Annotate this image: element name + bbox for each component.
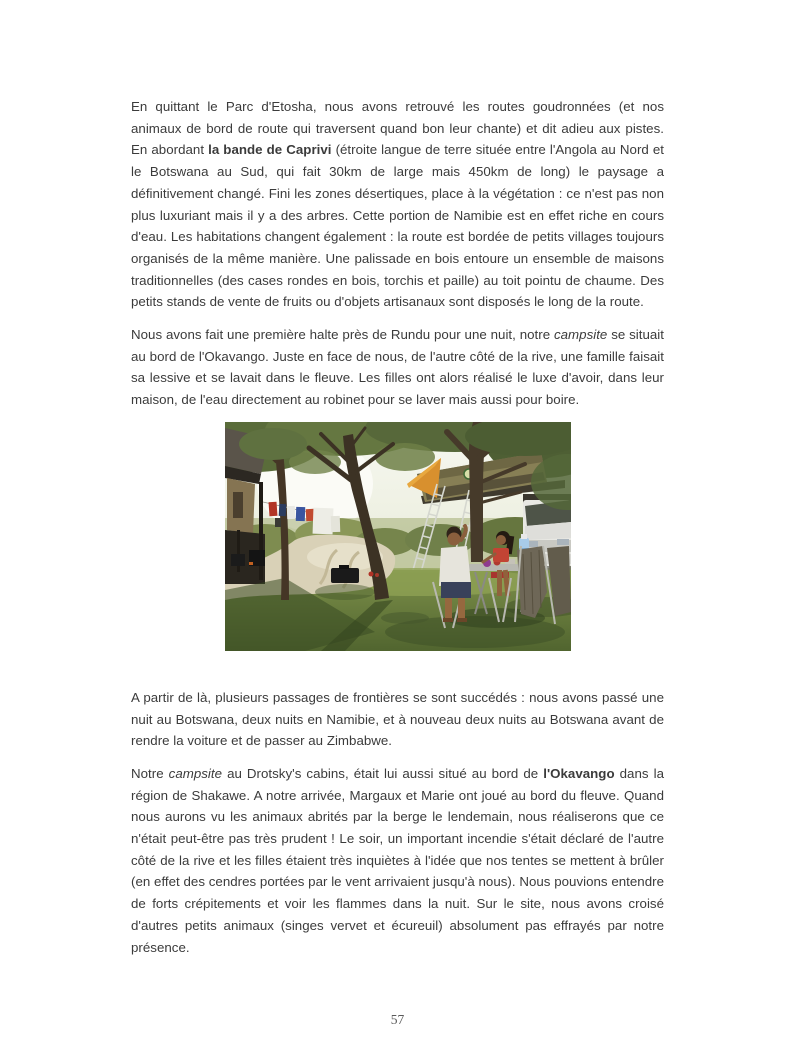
text-block: [131, 96, 664, 969]
text-run: se situait au bord de l'Okavango. Juste en face de nous, de l'autre côté de la rive, une famille faisait sa lessive et se lavait dans le fleuve. Les filles ont alors réalisé le luxe d'avoir, dans leur maison, de l'eau directement au robinet pour se laver mais aussi pour boire.: [131, 327, 664, 408]
paragraph-drotsky: [131, 763, 664, 958]
campsite-photo-illustration: [225, 422, 571, 651]
text-run: A partir de là, plusieurs passages de frontières se sont succédés : nous avons passé une nuit au Botswana, deux nuits en Namibie, et à nouveau deux nuits au Botswana avant de rendre la voiture et de passer au Zimbabwe.: [131, 689, 664, 749]
text-run: En quittant le Parc d'Etosha, nous avons retrouvé les routes goudronnées (et nos animaux de bord de route qui traversent quand bon leur chante) et dit adieu aux pistes. En abordant: [131, 99, 664, 158]
text-run: Nous avons fait une première halte près de Rundu pour une nuit, notre: [131, 327, 554, 343]
campsite-photo: [225, 422, 571, 651]
text-run: dans la région de Shakawe. A notre arrivée, Margaux et Marie ont joué au bord du fleuve. Quand nous aurons vu les animaux abrités par la berge le lendemain, nous réaliserons que ce n'était peut-être pas très prudent ! Le soir, un important incendie s'était déclaré de l'autre côté de la rive et les filles étaient très inquiètes à l'idée que nos tentes se mettent à brûler (en effet des cendres portées par le vent arrivaient jusqu'à nous). Nous pouvions entendre de forts crépitements et voir les flammes dans la nuit. Sur le site, nous avons croisé d'autres petits animaux (singes vervet et écureuil) absolument pas effrayés par notre présence.: [131, 765, 664, 955]
text-run: au Drotsky's cabins, était lui aussi situé au bord de: [222, 765, 544, 781]
paragraph-frontieres: [131, 687, 664, 752]
page-number: 57: [390, 1012, 405, 1027]
text-run-italic: campsite: [553, 327, 608, 343]
paragraph-caprivi-intro: [131, 96, 664, 313]
text-run-italic: campsite: [168, 765, 223, 781]
text-run: Notre: [131, 765, 169, 781]
paragraph-rundu-halte: [131, 324, 664, 411]
text-run-bold: la bande de Caprivi: [208, 142, 332, 158]
text-run-bold: l'Okavango: [543, 765, 615, 781]
text-run: (étroite langue de terre située entre l'Angola au Nord et le Botswana au Sud, qui fait 30km de large mais 450km de long) le paysage a définitivement changé. Fini les zones désertiques, place à la végétation : ce n'est pas non plus luxuriant mais il y a des arbres. Cette portion de Namibie est en effet riche en cours d'eau. Les habitations changent également : la route est bordée de petits villages toujours organisés de la même manière. Une palissade en bois entoure un ensemble de maisons traditionnelles (des cases rondes en bois, torchis et paille) au toit pointu de chaume. Des petits stands de vente de fruits ou d'objets artisanaux sont disposés le long de la route.: [131, 142, 665, 310]
